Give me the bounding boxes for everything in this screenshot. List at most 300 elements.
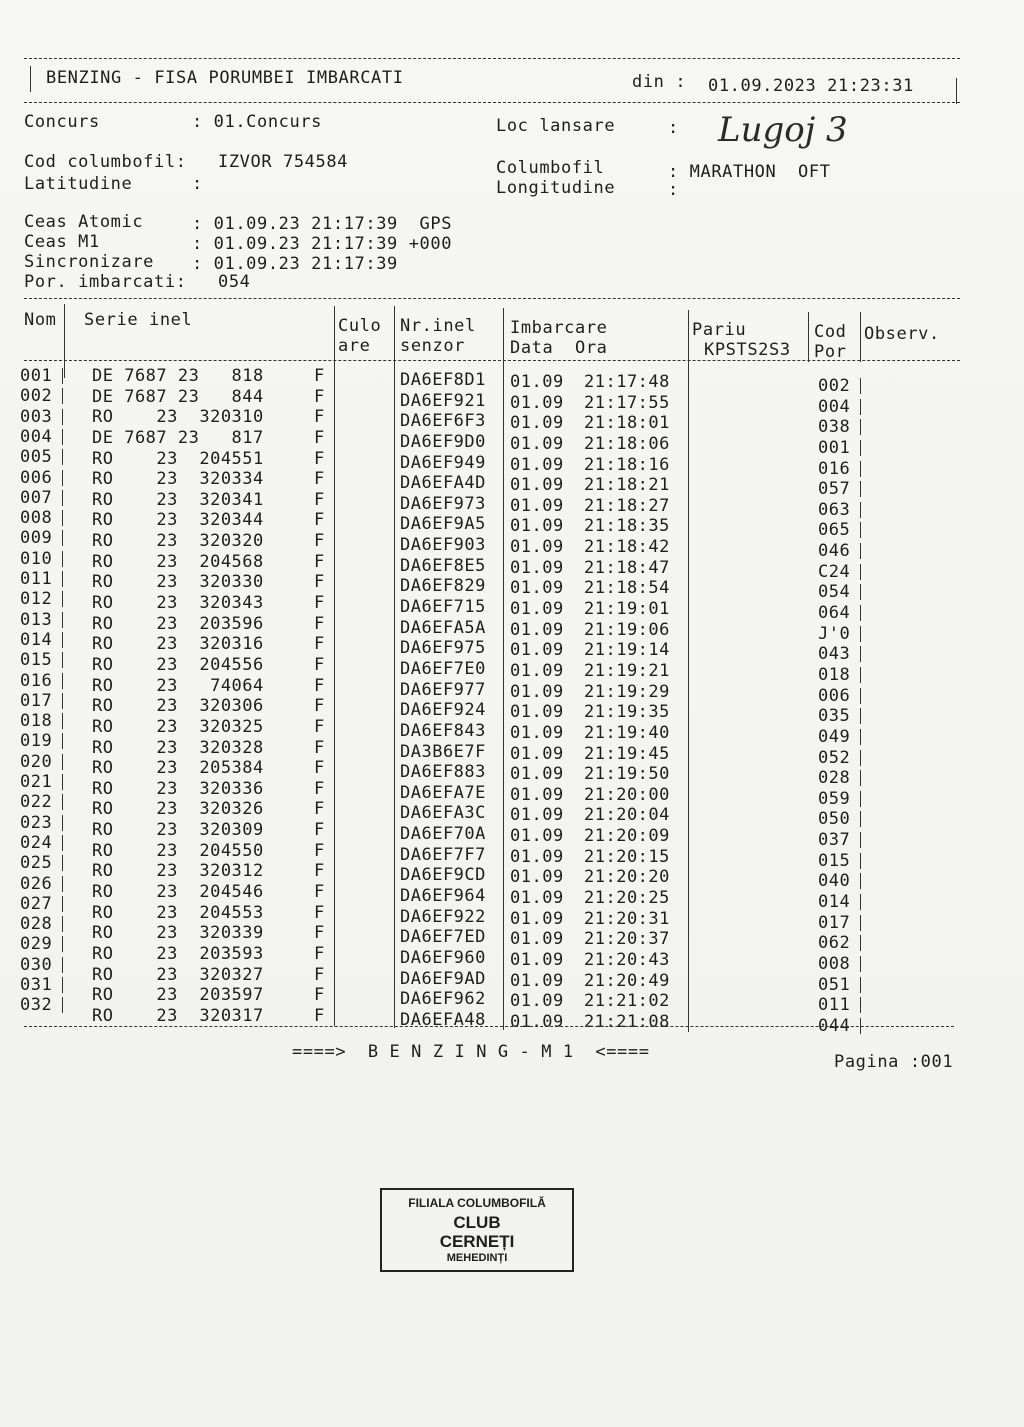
row-data: 01.09 <box>510 537 564 558</box>
row-ora: 21:18:01 <box>584 413 670 434</box>
row-cod-separator <box>860 584 861 600</box>
row-senzor: DA6EF883 <box>400 762 486 783</box>
row-serie-inel: DE 7687 23 844 <box>92 386 264 407</box>
row-nom-separator <box>62 409 63 425</box>
col-sep-imbarcare <box>503 308 504 1030</box>
row-senzor: DA6EF843 <box>400 720 486 741</box>
row-sex: F <box>314 386 325 407</box>
row-cod-porumbel: J'0 <box>818 623 851 644</box>
row-serie-inel: RO 23 320328 <box>92 737 264 758</box>
row-cod-porumbel: 016 <box>818 458 851 479</box>
col-sep-culoare <box>334 306 335 1026</box>
row-sex: F <box>314 489 325 510</box>
row-sex: F <box>314 1005 325 1026</box>
row-serie-inel: RO 23 203593 <box>92 943 264 964</box>
stamp-line-4: MEHEDINȚI <box>446 1252 508 1264</box>
row-serie-inel: RO 23 204568 <box>92 551 264 572</box>
col-nr-inel-2: senzor <box>400 336 466 356</box>
row-ora: 21:18:06 <box>584 433 670 454</box>
row-data: 01.09 <box>510 722 564 743</box>
row-sex: F <box>314 634 325 655</box>
row-serie-inel: RO 23 320309 <box>92 820 264 841</box>
row-nom: 007 <box>20 487 53 508</box>
row-ora: 21:20:49 <box>584 970 670 991</box>
row-ora: 21:18:21 <box>584 475 670 496</box>
row-serie-inel: RO 23 320327 <box>92 964 264 985</box>
row-nom-separator <box>62 368 63 384</box>
row-data: 01.09 <box>510 578 564 599</box>
cod-columbofil-value: IZVOR 754584 <box>218 152 349 172</box>
row-cod-porumbel: 065 <box>818 520 851 541</box>
row-nom-separator <box>62 916 63 932</box>
table-bottom-rule <box>24 1026 954 1027</box>
ceas-m1-value: : 01.09.23 21:17:39 +000 <box>192 234 453 254</box>
row-cod-separator <box>860 564 861 580</box>
cod-columbofil-label: Cod columbofil: <box>24 152 187 172</box>
row-cod-separator <box>860 688 861 704</box>
row-serie-inel: RO 23 320336 <box>92 778 264 799</box>
row-ora: 21:17:55 <box>584 392 670 413</box>
table-header-top-rule <box>24 298 960 299</box>
stamp-line-1: FILIALA COLUMBOFILĂ <box>408 1196 546 1210</box>
row-nom-separator <box>62 754 63 770</box>
row-ora: 21:19:06 <box>584 619 670 640</box>
row-senzor: DA6EF922 <box>400 906 486 927</box>
loc-lansare-handwritten: Lugoj 3 <box>718 110 848 150</box>
row-nom-separator <box>62 632 63 648</box>
col-nom: Nom <box>24 310 57 330</box>
loc-lansare-colon: : <box>668 118 679 138</box>
row-serie-inel: RO 23 320310 <box>92 407 264 428</box>
row-senzor: DA6EF949 <box>400 452 486 473</box>
row-cod-separator <box>860 522 861 538</box>
row-cod-porumbel: 014 <box>818 892 851 912</box>
row-sex: F <box>314 923 325 944</box>
row-nom: 003 <box>20 406 53 427</box>
row-senzor: DA6EF960 <box>400 947 486 968</box>
row-serie-inel: RO 23 320334 <box>92 469 264 490</box>
ceas-atomic-label: Ceas Atomic <box>24 212 144 232</box>
row-sex: F <box>314 469 325 490</box>
row-cod-separator <box>860 873 861 889</box>
row-senzor: DA6EF975 <box>400 638 486 659</box>
row-sex: F <box>314 799 325 820</box>
row-serie-inel: RO 23 320316 <box>92 634 264 655</box>
row-senzor: DA6EF9AD <box>400 968 486 989</box>
row-data: 01.09 <box>510 929 564 950</box>
row-nom: 014 <box>20 629 53 650</box>
row-serie-inel: DE 7687 23 817 <box>92 427 264 448</box>
row-sex: F <box>314 902 325 923</box>
row-nom-separator <box>62 713 63 729</box>
row-senzor: DA6EF9A5 <box>400 514 486 535</box>
col-imbarcare-1: Imbarcare <box>510 318 608 338</box>
col-sep-nrinel <box>394 306 395 1028</box>
row-serie-inel: RO 23 204546 <box>92 882 264 902</box>
row-nom: 004 <box>20 426 53 447</box>
row-senzor: DA6EF70A <box>400 824 486 845</box>
row-nom: 026 <box>20 873 53 894</box>
col-sep-cod <box>808 312 809 362</box>
row-sex: F <box>314 427 325 448</box>
din-label: din : <box>632 72 687 92</box>
row-cod-porumbel: 002 <box>818 376 851 396</box>
col-nr-inel-1: Nr.inel <box>400 316 476 336</box>
row-serie-inel: RO 23 204551 <box>92 448 264 469</box>
row-nom: 023 <box>20 812 53 833</box>
row-cod-porumbel: 018 <box>818 664 851 685</box>
row-serie-inel: RO 23 74064 <box>92 675 264 696</box>
row-cod-separator <box>860 440 861 456</box>
row-ora: 21:17:48 <box>584 372 670 392</box>
sincronizare-label: Sincronizare <box>24 252 155 272</box>
por-imbarcati-value: 054 <box>218 272 251 292</box>
row-sex: F <box>314 551 325 572</box>
row-senzor: DA6EF829 <box>400 576 486 597</box>
row-cod-separator <box>860 378 861 394</box>
row-cod-separator <box>860 977 861 993</box>
latitudine-value: : <box>192 174 203 194</box>
row-sex: F <box>314 737 325 758</box>
row-senzor: DA6EF9D0 <box>400 431 486 452</box>
row-serie-inel: RO 23 205384 <box>92 758 264 779</box>
row-nom: 015 <box>20 650 53 671</box>
club-stamp <box>380 1188 574 1272</box>
latitudine-label: Latitudine <box>24 174 133 194</box>
row-sex: F <box>314 448 325 469</box>
row-cod-porumbel: 050 <box>818 809 851 830</box>
row-cod-separator <box>860 791 861 807</box>
row-senzor: DA6EF977 <box>400 679 486 700</box>
row-nom-separator <box>62 936 63 952</box>
concurs-value: : 01.Concurs <box>192 112 323 132</box>
row-nom-separator <box>62 673 63 689</box>
row-cod-porumbel: C24 <box>818 561 851 582</box>
ceas-atomic-value: : 01.09.23 21:17:39 GPS <box>192 214 453 234</box>
row-senzor: DA6EF921 <box>400 390 486 411</box>
row-senzor: DA6EFA4D <box>400 473 486 494</box>
col-culoare-2: are <box>338 336 371 356</box>
row-cod-separator <box>860 832 861 848</box>
print-datetime: 01.09.2023 21:23:31 <box>708 76 914 96</box>
row-data: 01.09 <box>510 413 564 434</box>
row-nom-separator <box>62 571 63 587</box>
row-cod-porumbel: 044 <box>818 1015 851 1036</box>
header-top-rule <box>24 58 960 59</box>
row-ora: 21:18:54 <box>584 578 670 599</box>
row-serie-inel: RO 23 320330 <box>92 572 264 593</box>
row-cod-porumbel: 017 <box>818 912 851 933</box>
row-senzor: DA6EF973 <box>400 493 486 514</box>
row-data: 01.09 <box>510 599 564 620</box>
row-cod-porumbel: 051 <box>818 974 851 995</box>
row-data: 01.09 <box>510 908 564 929</box>
table-header-bottom-rule <box>24 360 960 361</box>
stamp-line-2: CLUB <box>453 1213 501 1232</box>
row-cod-porumbel: 054 <box>818 582 851 603</box>
sincronizare-value: : 01.09.23 21:17:39 <box>192 254 398 274</box>
row-cod-porumbel: 035 <box>818 706 851 727</box>
row-nom-separator <box>62 510 63 526</box>
row-cod-separator <box>860 708 861 724</box>
row-nom: 027 <box>20 893 53 914</box>
ceas-m1-label: Ceas M1 <box>24 232 100 252</box>
row-nom: 009 <box>20 528 53 549</box>
row-sex: F <box>314 758 325 779</box>
row-sex: F <box>314 985 325 1006</box>
columbofil-value: : MARATHON OFT <box>668 162 831 182</box>
row-ora: 21:20:43 <box>584 949 670 970</box>
row-nom: 030 <box>20 954 53 975</box>
row-nom-separator <box>62 693 63 709</box>
col-culoare-1: Culo <box>338 316 382 336</box>
row-data: 01.09 <box>510 1011 564 1032</box>
row-data: 01.09 <box>510 372 564 392</box>
row-serie-inel: RO 23 204550 <box>92 840 264 861</box>
row-nom: 031 <box>20 975 53 995</box>
row-cod-porumbel: 028 <box>818 768 851 789</box>
row-cod-separator <box>860 853 861 869</box>
row-cod-separator <box>860 956 861 972</box>
row-ora: 21:20:20 <box>584 867 670 888</box>
row-data: 01.09 <box>510 764 564 785</box>
row-nom-separator <box>62 835 63 851</box>
row-cod-separator <box>860 997 861 1013</box>
row-cod-porumbel: 038 <box>818 417 851 438</box>
row-sex: F <box>314 696 325 717</box>
row-nom-separator <box>62 733 63 749</box>
row-ora: 21:20:15 <box>584 846 670 867</box>
row-nom: 016 <box>20 670 53 691</box>
row-serie-inel: RO 23 204553 <box>92 902 264 923</box>
row-data: 01.09 <box>510 743 564 764</box>
row-senzor: DA6EF903 <box>400 535 486 556</box>
row-serie-inel: RO 23 320306 <box>92 696 264 717</box>
columbofil-label: Columbofil <box>496 158 605 178</box>
row-sex: F <box>314 820 325 841</box>
row-data: 01.09 <box>510 557 564 578</box>
loc-lansare-label: Loc lansare <box>496 116 616 136</box>
row-senzor: DA6EF8E5 <box>400 555 486 576</box>
row-nom-separator <box>62 530 63 546</box>
row-cod-separator <box>860 811 861 827</box>
row-nom-separator <box>62 876 63 892</box>
row-serie-inel: RO 23 203597 <box>92 985 264 1006</box>
row-nom: 012 <box>20 589 53 610</box>
row-nom-separator <box>62 815 63 831</box>
row-data: 01.09 <box>510 475 564 496</box>
col-pariu-1: Pariu <box>692 320 747 340</box>
row-ora: 21:19:50 <box>584 764 670 785</box>
row-sex: F <box>314 840 325 861</box>
row-serie-inel: RO 23 320339 <box>92 923 264 944</box>
row-cod-porumbel: 011 <box>818 995 851 1016</box>
row-nom: 018 <box>20 711 53 732</box>
por-imbarcati-label: Por. imbarcati: <box>24 272 187 292</box>
row-cod-separator <box>860 481 861 497</box>
row-nom: 025 <box>20 853 53 874</box>
row-cod-separator <box>860 770 861 786</box>
row-data: 01.09 <box>510 640 564 661</box>
row-data: 01.09 <box>510 949 564 970</box>
col-cod-2: Por <box>814 342 847 362</box>
row-serie-inel: RO 23 320326 <box>92 799 264 820</box>
row-cod-separator <box>860 502 861 518</box>
row-data: 01.09 <box>510 888 564 908</box>
row-data: 01.09 <box>510 805 564 826</box>
row-data: 01.09 <box>510 454 564 475</box>
row-ora: 21:20:09 <box>584 826 670 847</box>
row-nom: 001 <box>20 366 53 386</box>
row-nom: 008 <box>20 508 53 529</box>
row-senzor: DA6EF924 <box>400 700 486 721</box>
row-senzor: DA6EF7E0 <box>400 658 486 679</box>
col-observ: Observ. <box>864 324 940 344</box>
row-serie-inel: RO 23 320343 <box>92 593 264 614</box>
row-nom-separator <box>62 591 63 607</box>
row-senzor: DA6EF7ED <box>400 927 486 948</box>
row-serie-inel: RO 23 203596 <box>92 613 264 634</box>
longitudine-value: : <box>668 180 679 200</box>
row-nom-separator <box>62 449 63 465</box>
row-ora: 21:18:42 <box>584 537 670 558</box>
row-sex: F <box>314 531 325 552</box>
row-senzor: DA6EF9CD <box>400 865 486 886</box>
row-senzor: DA6EF7F7 <box>400 844 486 865</box>
row-serie-inel: RO 23 320320 <box>92 531 264 552</box>
row-nom: 019 <box>20 731 53 752</box>
row-senzor: DA6EF8D1 <box>400 370 486 390</box>
row-cod-porumbel: 063 <box>818 499 851 520</box>
page-number: Pagina :001 <box>834 1052 954 1072</box>
row-ora: 21:20:04 <box>584 805 670 826</box>
row-sex: F <box>314 675 325 696</box>
row-data: 01.09 <box>510 991 564 1012</box>
row-sex: F <box>314 366 325 386</box>
row-sex: F <box>314 572 325 593</box>
row-sex: F <box>314 593 325 614</box>
row-nom: 002 <box>20 386 53 407</box>
col-sep-pariu <box>688 310 689 1032</box>
row-cod-separator <box>860 667 861 683</box>
row-nom-separator <box>62 490 63 506</box>
longitudine-label: Longitudine <box>496 178 616 198</box>
row-ora: 21:18:47 <box>584 557 670 578</box>
row-senzor: DA6EFA48 <box>400 1009 486 1030</box>
row-ora: 21:19:01 <box>584 599 670 620</box>
row-nom-separator <box>62 551 63 567</box>
row-cod-separator <box>860 915 861 931</box>
row-cod-separator <box>860 461 861 477</box>
row-nom-separator <box>62 652 63 668</box>
row-senzor: DA6EF6F3 <box>400 411 486 432</box>
row-cod-porumbel: 046 <box>818 541 851 562</box>
row-ora: 21:19:45 <box>584 743 670 764</box>
row-cod-porumbel: 062 <box>818 933 851 954</box>
row-cod-porumbel: 059 <box>818 788 851 809</box>
stamp-line-3: CERNEȚI <box>439 1232 515 1251</box>
row-cod-porumbel: 001 <box>818 437 851 458</box>
row-cod-porumbel: 057 <box>818 479 851 500</box>
row-ora: 21:20:00 <box>584 784 670 805</box>
row-senzor: DA6EF715 <box>400 597 486 618</box>
row-cod-porumbel: 052 <box>818 747 851 768</box>
row-senzor: DA6EFA3C <box>400 803 486 824</box>
row-serie-inel: RO 23 204556 <box>92 654 264 675</box>
col-cod-1: Cod <box>814 322 847 342</box>
row-data: 01.09 <box>510 495 564 516</box>
row-nom: 024 <box>20 832 53 853</box>
col-sep-observ <box>860 312 861 362</box>
row-cod-porumbel: 006 <box>818 685 851 706</box>
row-nom-separator <box>62 794 63 810</box>
row-serie-inel: RO 23 320344 <box>92 510 264 531</box>
row-data: 01.09 <box>510 826 564 847</box>
row-ora: 21:18:16 <box>584 454 670 475</box>
row-cod-porumbel: 040 <box>818 871 851 892</box>
row-sex: F <box>314 861 325 882</box>
row-senzor: DA6EFA7E <box>400 782 486 803</box>
row-cod-porumbel: 037 <box>818 830 851 851</box>
row-sex: F <box>314 943 325 964</box>
row-nom-separator <box>62 855 63 871</box>
row-ora: 21:21:02 <box>584 991 670 1012</box>
row-serie-inel: DE 7687 23 818 <box>92 366 264 386</box>
row-nom: 005 <box>20 447 53 468</box>
row-sex: F <box>314 654 325 675</box>
row-nom-separator <box>62 470 63 486</box>
row-serie-inel: RO 23 320325 <box>92 716 264 737</box>
row-serie-inel: RO 23 320312 <box>92 861 264 882</box>
row-ora: 21:19:40 <box>584 722 670 743</box>
row-sex: F <box>314 613 325 634</box>
row-cod-separator <box>860 894 861 910</box>
row-sex: F <box>314 882 325 902</box>
row-serie-inel: RO 23 320341 <box>92 489 264 510</box>
row-nom: 006 <box>20 467 53 488</box>
row-cod-porumbel: 049 <box>818 726 851 747</box>
row-nom: 022 <box>20 792 53 813</box>
row-sex: F <box>314 510 325 531</box>
row-data: 01.09 <box>510 702 564 723</box>
row-nom: 017 <box>20 690 53 711</box>
row-nom: 029 <box>20 934 53 955</box>
row-ora: 21:18:27 <box>584 495 670 516</box>
header-left-bar <box>30 66 31 92</box>
row-nom-separator <box>62 429 63 445</box>
row-senzor: DA6EF964 <box>400 886 486 906</box>
row-data: 01.09 <box>510 516 564 537</box>
row-serie-inel: RO 23 320317 <box>92 1005 264 1026</box>
row-ora: 21:19:21 <box>584 660 670 681</box>
row-cod-separator <box>860 646 861 662</box>
document-title: BENZING - FISA PORUMBEI IMBARCATI <box>46 68 404 88</box>
row-data: 01.09 <box>510 867 564 888</box>
row-nom: 028 <box>20 914 53 935</box>
row-ora: 21:21:08 <box>584 1011 670 1032</box>
row-nom: 013 <box>20 609 53 630</box>
row-senzor: DA6EFA5A <box>400 617 486 638</box>
row-data: 01.09 <box>510 970 564 991</box>
row-nom-separator <box>62 957 63 973</box>
row-cod-separator <box>860 605 861 621</box>
row-nom-separator <box>62 997 63 1013</box>
row-data: 01.09 <box>510 392 564 413</box>
row-cod-separator <box>860 750 861 766</box>
row-nom-separator <box>62 388 63 404</box>
row-senzor: DA3B6E7F <box>400 741 486 762</box>
row-cod-separator <box>860 419 861 435</box>
